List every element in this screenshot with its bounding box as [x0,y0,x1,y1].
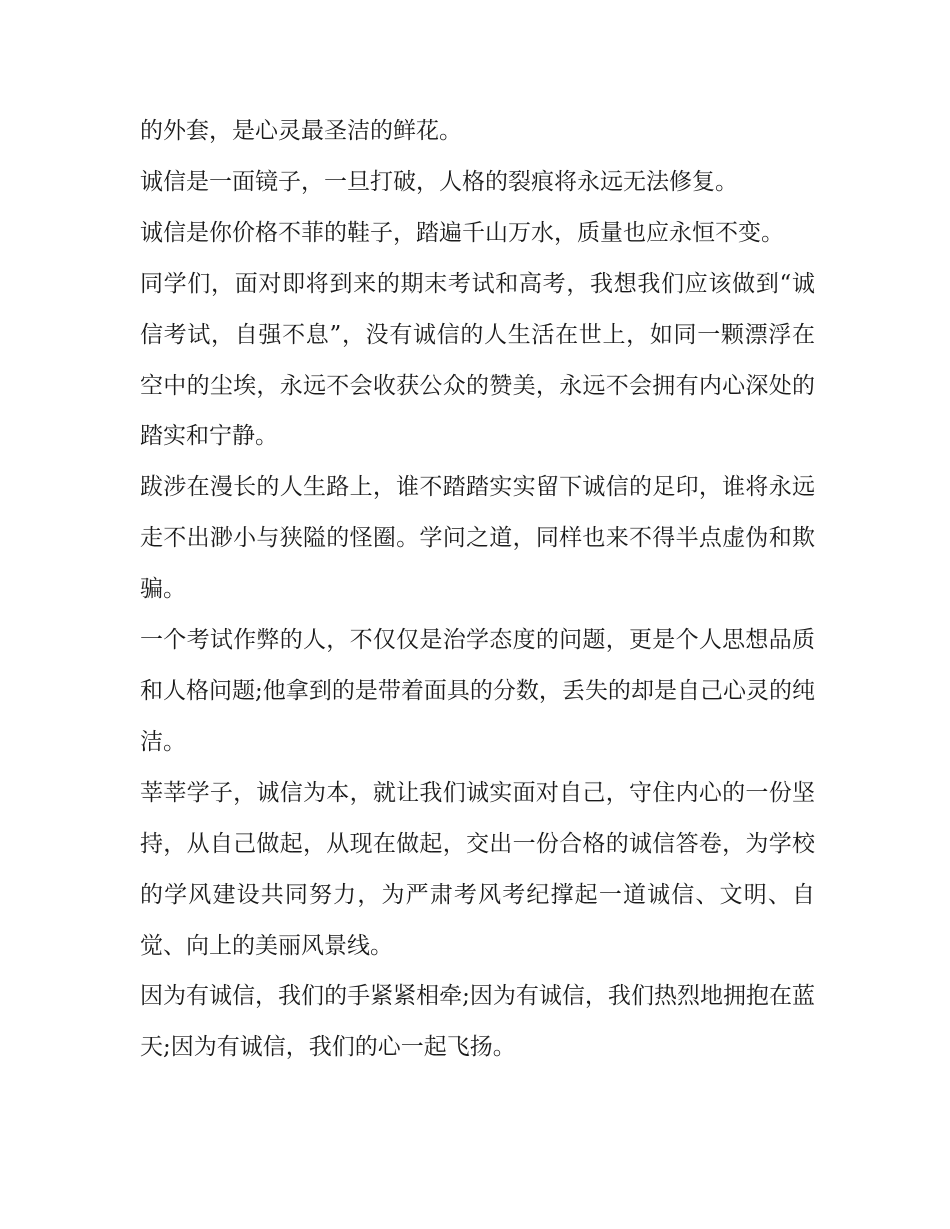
document-body [140,106,815,1073]
paragraph-6: 一个考试作弊的人，不仅仅是治学态度的问题，更是个人思想品质和人格问题;他拿到的是带着面具的分数，丢失的却是自己心灵的纯洁。 [140,627,815,755]
paragraph-3: 诚信是你价格不菲的鞋子，踏遍千山万水，质量也应永恒不变。 [140,219,784,246]
paragraph-4: 同学们，面对即将到来的期末考试和高考，我想我们应该做到“诚信考试，自强不息”，没有诚信的人生活在世上，如同一颗漂浮在空中的尘埃，永远不会收获公众的赞美，永远不会拥有内心深处的踏实和宁静。 [140,270,815,450]
paragraph-5: 跋涉在漫长的人生路上，谁不踏踏实实留下诚信的足印，谁将永远走不出渺小与狭隘的怪圈。学问之道，同样也来不得半点虚伪和欺骗。 [140,474,815,603]
paragraph-8: 因为有诚信，我们的手紧紧相牵;因为有诚信，我们热烈地拥抱在蓝天;因为有诚信，我们的心一起飞扬。 [140,983,815,1061]
paragraph-7: 莘莘学子，诚信为本，就让我们诚实面对自己，守住内心的一份坚持，从自己做起，从现在做起，交出一份合格的诚信答卷，为学校的学风建设共同努力，为严肃考风考纪撑起一道诚信、文明、自觉、向上的美丽风景线。 [140,779,815,959]
paragraph-1: 的外套，是心灵最圣洁的鲜花。 [140,118,462,144]
paragraph-2: 诚信是一面镜子，一旦打破，人格的裂痕将永远无法修复。 [140,168,738,195]
